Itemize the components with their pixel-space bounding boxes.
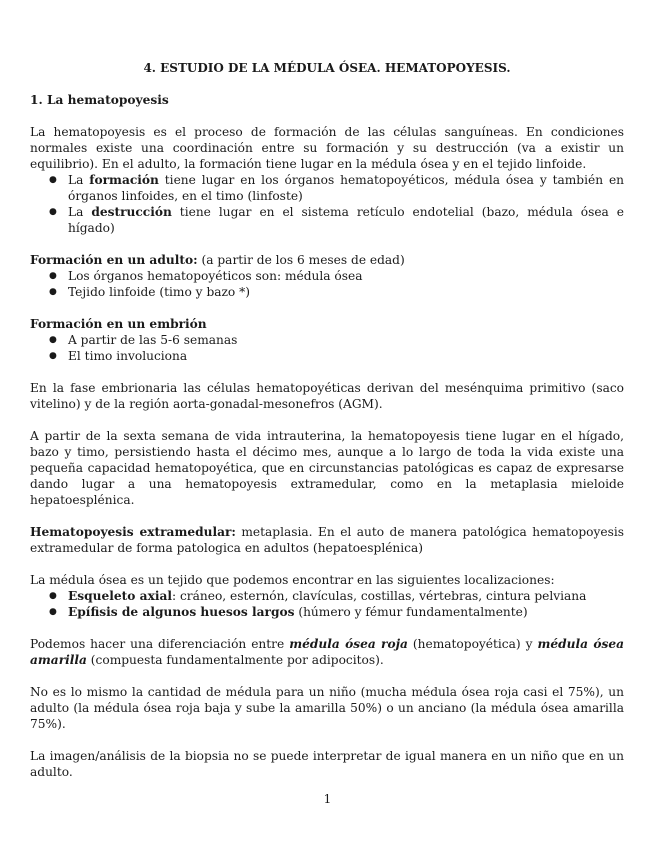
embryo-formation-heading: Formación en un embrión — [30, 317, 207, 331]
list-item: ● La destrucción tiene lugar en el sistema retículo endotelial (bazo, médula ósea e hígado) — [68, 204, 624, 236]
adult-formation-heading: Formación en un adulto: (a partir de los 6 meses de edad) — [30, 253, 405, 267]
section-heading: 1. La hematopoyesis — [30, 93, 169, 107]
sixth-week-paragraph: A partir de la sexta semana de vida intrauterina, la hematopoyesis tiene lugar en el hígado, bazo y timo, persistiendo hasta el décimo mes, aunque a lo largo de toda la vida existe una pequeña capacidad hematopoyética, que en circunstancias patológicas es capaz de expresarse dando lugar a una hematopoyesis extramedular, como en la metaplasia mieloide hepatoesplénica. — [30, 429, 624, 507]
adult-formation-list — [30, 268, 624, 300]
differentiation-paragraph: Podemos hacer una diferenciación entre médula ósea roja (hematopoyética) y médula ósea amarilla (compuesta fundamentalmente por adipocitos). — [30, 637, 625, 667]
list-item: ● La formación tiene lugar en los órganos hematopoyéticos, médula ósea y también en órganos linfoides, en el timo (linfoste) — [68, 172, 624, 204]
list-item: ● A partir de las 5-6 semanas — [68, 332, 624, 348]
list-item: ● Los órganos hematopoyéticos son: médula ósea — [68, 268, 624, 284]
page-title: 4. ESTUDIO DE LA MÉDULA ÓSEA. HEMATOPOYESIS. — [143, 61, 511, 75]
document-page — [30, 60, 624, 780]
list-item: ● Epífisis de algunos huesos largos (húmero y fémur fundamentalmente) — [68, 604, 624, 620]
list-item: ● El timo involuciona — [68, 348, 624, 364]
extramedular-paragraph: Hematopoyesis extramedular: metaplasia. En el auto de manera patológica hematopoyesis extramedular de forma patologica en adultos (hepatoesplénica) — [30, 525, 624, 555]
embryonic-phase-paragraph: En la fase embrionaria las células hematopoyéticas derivan del mesénquima primitivo (saco vitelino) y de la región aorta-gonadal-mesonefros (AGM). — [30, 381, 624, 411]
page-number: 1 — [323, 792, 332, 806]
list-item: ● Esqueleto axial: cráneo, esternón, clavículas, costillas, vértebras, cintura pelviana — [68, 588, 624, 604]
marrow-amount-paragraph: No es lo mismo la cantidad de médula para un niño (mucha médula ósea roja casi el 75%), un adulto (la médula ósea roja baja y sube la amarilla 50%) o un anciano (la médula ósea amarilla 75%). — [30, 685, 624, 731]
list-item: ● Tejido linfoide (timo y bazo *) — [68, 284, 624, 300]
intro-paragraph: La hematopoyesis es el proceso de formación de las células sanguíneas. En condiciones normales existe una coordinación entre su formación y su destrucción (va a existir un equilibrio). En el adulto, la formación tiene lugar en la médula ósea y en el tejido linfoide. — [30, 125, 624, 171]
biopsy-paragraph: La imagen/análisis de la biopsia no se puede interpretar de igual manera en un niño que en un adulto. — [30, 749, 624, 779]
embryo-formation-list — [30, 332, 624, 364]
intro-bullet-list — [30, 172, 624, 236]
locations-intro: La médula ósea es un tejido que podemos encontrar en las siguientes localizaciones: — [30, 573, 555, 587]
locations-list — [30, 588, 624, 620]
